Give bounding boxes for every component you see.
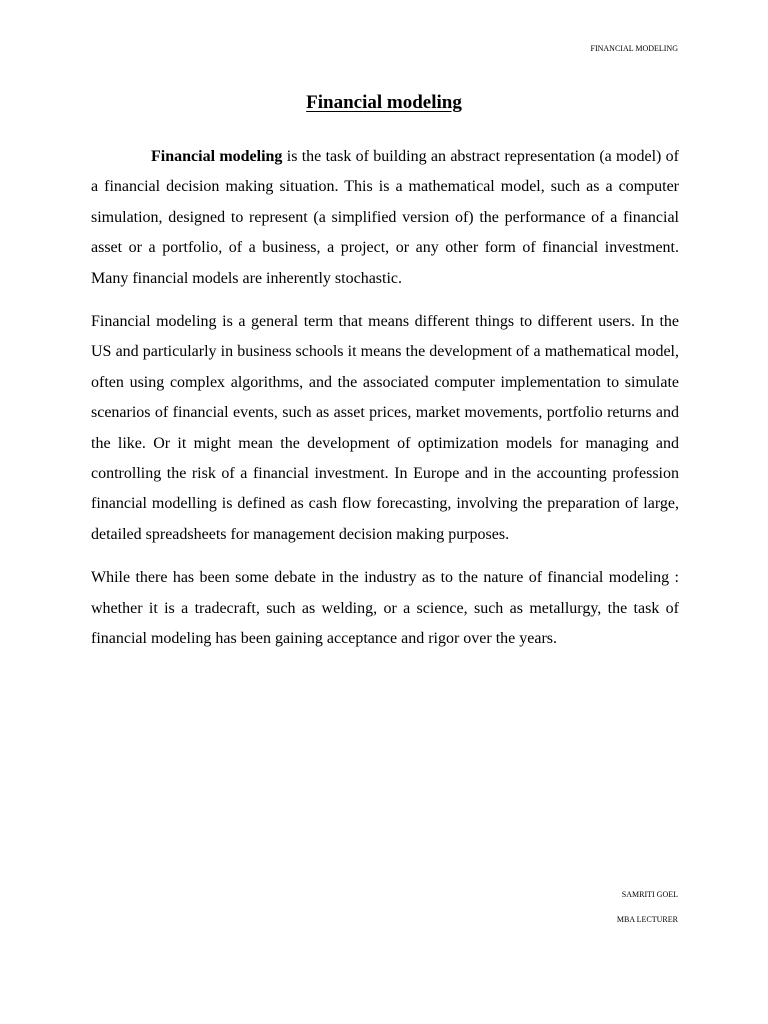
page-title: Financial modeling (306, 92, 462, 113)
running-header: FINANCIAL MODELING (590, 44, 678, 53)
paragraph-3: While there has been some debate in the industry as to the nature of financial modeling : whether it is a tradecraft, such as welding, or a science, such as metallurgy, the task of financial modeling has been gaining acceptance and rigor over the years. (91, 569, 679, 648)
paragraph-1 (91, 142, 679, 294)
paragraph-2: Financial modeling is a general term that means different things to different users. In the US and particularly in business schools it means the development of a mathematical model, often using complex algorithms, and the associated computer implementation to simulate scenarios of financial events, such as asset prices, market movements, portfolio returns and the like. Or it might mean the development of optimization models for managing and controlling the risk of a financial investment. In Europe and in the accounting profession financial modelling is defined as cash flow forecasting, involving the preparation of large, detailed spreadsheets for management decision making purposes. (91, 313, 679, 543)
signature-name: SAMRITI GOEL (621, 890, 678, 899)
paragraph-1-text: is the task of building an abstract representation (a model) of a financial decision making situation. This is a mathematical model, such as a computer simulation, designed to represent (a simplified version of) the performance of a financial asset or a portfolio, of a business, a project, or any other form of financial investment. Many financial models are inherently stochastic. (91, 148, 679, 287)
lead-term: Financial modeling (151, 148, 283, 165)
document-body (91, 142, 679, 668)
signature-role: MBA LECTURER (616, 915, 678, 924)
